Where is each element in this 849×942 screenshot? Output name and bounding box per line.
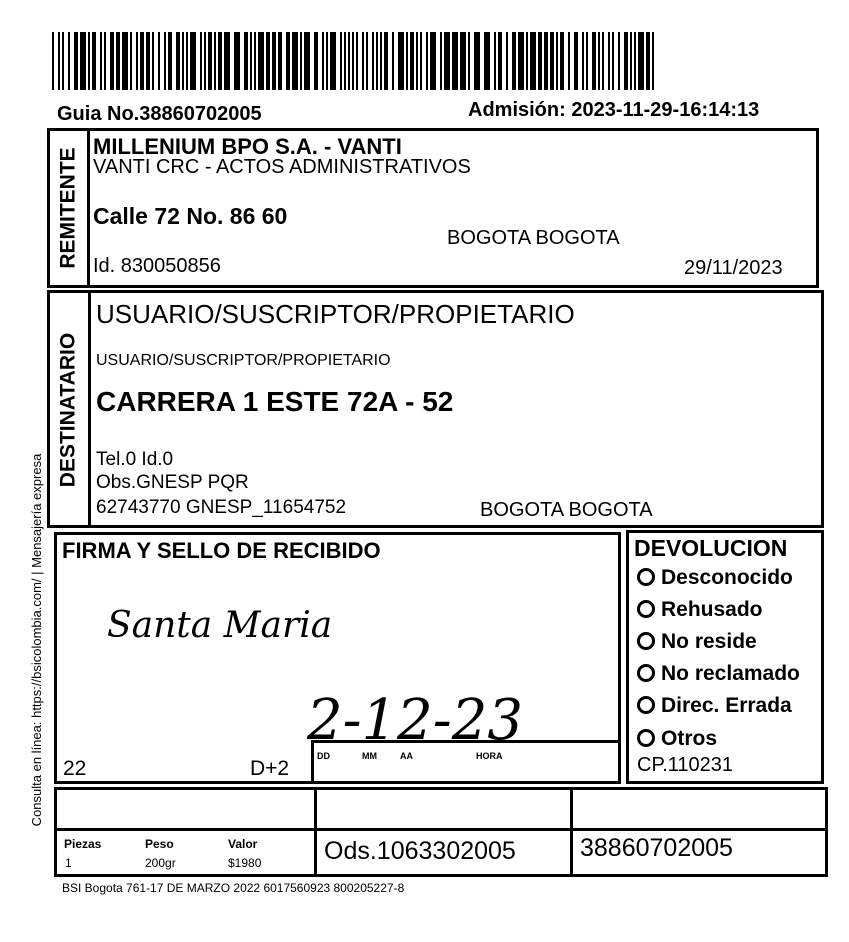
barcode-bar (224, 32, 230, 90)
remitente-city: BOGOTA BOGOTA (447, 227, 620, 249)
barcode-bar (544, 32, 548, 90)
barcode-bar (218, 32, 222, 90)
barcode-bar (186, 32, 188, 90)
barcode-bar (348, 32, 350, 90)
footer-guia-number: 38860702005 (580, 834, 733, 862)
option-no-reside[interactable]: No reside (637, 630, 757, 654)
barcode-bar (104, 32, 106, 90)
barcode-bar (176, 32, 180, 90)
barcode-bar (560, 32, 564, 90)
barcode-bar (444, 32, 450, 90)
radio-icon (637, 568, 655, 586)
barcode-bar (326, 32, 328, 90)
remitente-divider (87, 131, 90, 285)
barcode-bar (652, 32, 654, 90)
destinatario-section (47, 290, 824, 528)
option-direc-errada[interactable]: Direc. Errada (637, 694, 792, 718)
barcode-bar (384, 32, 388, 90)
barcode-bar (136, 32, 138, 90)
barcode-bar (190, 32, 196, 90)
barcode-bar (376, 32, 378, 90)
barcode-bar (258, 32, 264, 90)
remitente-label: REMITENTE (56, 147, 80, 269)
piezas-value: 1 (65, 856, 72, 870)
footer-divider-v1 (314, 790, 317, 874)
handwritten-signature (97, 575, 417, 655)
remitente-id: Id. 830050856 (93, 255, 221, 277)
barcode-bar (392, 32, 394, 90)
code-right: D+2 (250, 757, 290, 780)
dd-header: DD (317, 751, 330, 761)
barcode-bar (74, 32, 78, 90)
footer-divider-h (57, 828, 825, 831)
option-no-reclamado[interactable]: No reclamado (637, 662, 800, 686)
footer-section (54, 787, 828, 877)
option-otros[interactable]: Otros (637, 727, 717, 751)
barcode-bar (58, 32, 60, 90)
barcode-bar (164, 32, 166, 90)
valor-label: Valor (228, 837, 258, 851)
radio-icon (637, 696, 655, 714)
barcode-bar (266, 32, 270, 90)
firma-title: FIRMA Y SELLO DE RECIBIDO (62, 538, 381, 563)
radio-icon (637, 632, 655, 650)
hora-header: HORA (476, 751, 503, 761)
destinatario-label: DESTINATARIO (56, 332, 80, 488)
barcode-bar (416, 32, 418, 90)
barcode-bar (322, 32, 324, 90)
code-left: 22 (63, 757, 87, 780)
handwritten-date-text: 2-12-23 (307, 688, 523, 753)
barcode-bar (512, 32, 516, 90)
barcode-bar (362, 32, 364, 90)
barcode-bar (646, 32, 650, 90)
barcode-bar (494, 32, 496, 90)
barcode-bar (624, 32, 628, 90)
barcode (52, 32, 664, 90)
barcode-bar (582, 32, 584, 90)
peso-value: 200gr (145, 856, 176, 870)
codigo-postal: CP.110231 (637, 754, 734, 776)
side-note: Consulta en línea: https://bsicolombia.com/ | Mensajería expresa (29, 453, 44, 827)
barcode-bar (250, 32, 252, 90)
barcode-bar (88, 32, 90, 90)
barcode-bar (344, 32, 346, 90)
barcode-bar (452, 32, 458, 90)
barcode-bar (618, 32, 620, 90)
destinatario-name-small: USUARIO/SUSCRIPTOR/PROPIETARIO (96, 352, 391, 369)
destinatario-divider (88, 293, 91, 525)
valor-value: $1980 (228, 856, 262, 870)
barcode-bar (278, 32, 282, 90)
barcode-bar (352, 32, 354, 90)
barcode-bar (526, 32, 528, 90)
barcode-bar (592, 32, 596, 90)
barcode-bar (574, 32, 578, 90)
barcode-bar (460, 32, 466, 90)
barcode-bar (100, 32, 102, 90)
barcode-bar (630, 32, 632, 90)
devolucion-title: DEVOLUCION (634, 535, 788, 561)
barcode-bar (372, 32, 374, 90)
date-time-box (311, 740, 621, 781)
barcode-bar (426, 32, 428, 90)
barcode-bar (440, 32, 442, 90)
barcode-bar (608, 32, 610, 90)
barcode-bar (568, 32, 570, 90)
radio-icon (637, 729, 655, 747)
remitente-section (47, 128, 819, 288)
footer-divider-v2 (570, 790, 573, 874)
devolucion-section (626, 530, 824, 784)
barcode-bar (200, 32, 202, 90)
barcode-bar (146, 32, 150, 90)
barcode-bar (234, 32, 240, 90)
admision-timestamp: Admisión: 2023-11-29-16:14:13 (468, 99, 760, 121)
barcode-bar (538, 32, 542, 90)
barcode-bar (506, 32, 508, 90)
barcode-bar (152, 32, 154, 90)
option-rehusado[interactable]: Rehusado (637, 598, 763, 622)
option-desconocido[interactable]: Desconocido (637, 566, 793, 590)
radio-icon (637, 600, 655, 618)
barcode-bar (330, 32, 336, 90)
piezas-label: Piezas (64, 837, 102, 851)
ods-number: Ods.1063302005 (324, 837, 516, 865)
barcode-bar (340, 32, 342, 90)
barcode-bar (366, 32, 368, 90)
barcode-bar (484, 32, 490, 90)
barcode-bar (52, 32, 54, 90)
barcode-bar (214, 32, 216, 90)
barcode-bar (550, 32, 554, 90)
barcode-bar (68, 32, 70, 90)
barcode-bar (208, 32, 212, 90)
barcode-bar (556, 32, 558, 90)
barcode-bar (314, 32, 318, 90)
destinatario-name: USUARIO/SUSCRIPTOR/PROPIETARIO (96, 299, 575, 329)
destinatario-address: CARRERA 1 ESTE 72A - 52 (96, 386, 454, 417)
barcode-bar (62, 32, 64, 90)
barcode-bar (612, 32, 614, 90)
remitente-company: MILLENIUM BPO S.A. - VANTI (93, 134, 402, 159)
barcode-bar (638, 32, 644, 90)
barcode-bar (598, 32, 600, 90)
barcode-bar (130, 32, 132, 90)
barcode-bar (140, 32, 144, 90)
barcode-bar (158, 32, 160, 90)
firma-section (54, 532, 621, 784)
barcode-bar (182, 32, 184, 90)
barcode-bar (204, 32, 206, 90)
destinatario-obs: Obs.GNESP PQR (96, 472, 249, 493)
barcode-bar (244, 32, 248, 90)
barcode-bar (474, 32, 480, 90)
remitente-address: Calle 72 No. 86 60 (93, 203, 288, 229)
barcode-bar (286, 32, 290, 90)
barcode-bar (586, 32, 588, 90)
barcode-bar (272, 32, 276, 90)
destinatario-city: BOGOTA BOGOTA (480, 499, 653, 521)
barcode-bar (80, 32, 86, 90)
barcode-bar (420, 32, 422, 90)
destinatario-tel: Tel.0 Id.0 (96, 449, 174, 470)
peso-label: Peso (145, 837, 174, 851)
barcode-bar (398, 32, 404, 90)
barcode-bar (168, 32, 172, 90)
barcode-bar (530, 32, 536, 90)
mm-header: MM (362, 751, 377, 761)
barcode-bar (92, 32, 96, 90)
barcode-bar (300, 32, 302, 90)
barcode-bar (518, 32, 524, 90)
aa-header: AA (400, 751, 413, 761)
radio-icon (637, 664, 655, 682)
barcode-bar (430, 32, 436, 90)
remitente-date: 29/11/2023 (684, 257, 783, 279)
barcode-bar (468, 32, 470, 90)
barcode-bar (356, 32, 358, 90)
barcode-bar (634, 32, 636, 90)
barcode-bar (116, 32, 120, 90)
barcode-bar (304, 32, 310, 90)
barcode-graphic (52, 32, 664, 90)
destinatario-ref: 62743770 GNESP_11654752 (96, 497, 347, 518)
barcode-bar (380, 32, 382, 90)
barcode-bar (110, 32, 114, 90)
remitente-department: VANTI CRC - ACTOS ADMINISTRATIVOS (93, 156, 471, 178)
barcode-bar (410, 32, 414, 90)
barcode-bar (254, 32, 256, 90)
barcode-bar (498, 32, 502, 90)
handwritten-name-text: Santa Maria (107, 605, 333, 646)
legal-footer: BSI Bogota 761-17 DE MARZO 2022 6017560923 800205227-8 (62, 881, 405, 895)
barcode-bar (122, 32, 128, 90)
barcode-bar (292, 32, 298, 90)
barcode-bar (406, 32, 408, 90)
guia-number-label: Guia No.38860702005 (57, 103, 262, 125)
barcode-bar (602, 32, 604, 90)
